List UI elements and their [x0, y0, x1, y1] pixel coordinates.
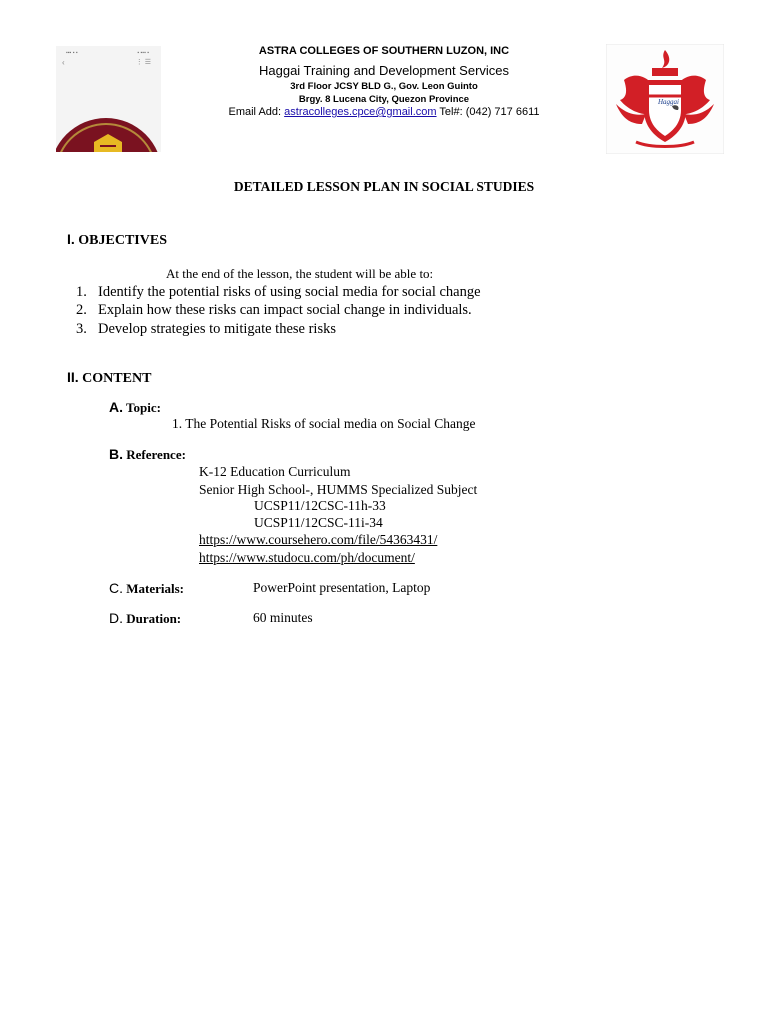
reference-link-coursehero[interactable]: https://www.coursehero.com/file/54363431/ — [199, 532, 438, 547]
menu-icon: ⋮ ☰ — [135, 59, 151, 66]
objective-text: Develop strategies to mitigate these risks — [98, 321, 336, 337]
materials-label — [109, 580, 184, 598]
crest-icon — [606, 44, 724, 154]
reference-label — [109, 446, 186, 464]
reference-letter: B. — [109, 446, 123, 462]
objective-number: 3. — [76, 321, 87, 337]
reference-link-studocu[interactable]: https://www.studocu.com/ph/document/ — [199, 550, 415, 565]
topic-letter: A. — [109, 399, 123, 415]
topic-label-text: Topic: — [123, 400, 161, 415]
right-logo — [606, 44, 724, 154]
duration-letter: D. — [109, 610, 123, 626]
objectives-intro: At the end of the lesson, the student will be able to: — [166, 266, 434, 281]
objective-number: 1. — [76, 284, 87, 300]
back-arrow-icon: ‹ — [62, 58, 65, 67]
materials-letter: C. — [109, 580, 123, 596]
email-link[interactable]: astracolleges.cpce@gmail.com — [284, 106, 437, 118]
duration-label — [109, 610, 181, 628]
status-bar-icons-right: ▪ ▪▪▪ ▪ — [137, 50, 149, 56]
objectives-heading — [67, 231, 167, 249]
telephone: Tel#: (042) 717 6611 — [436, 106, 540, 118]
objective-number: 2. — [76, 302, 87, 318]
objectives-heading-text: OBJECTIVES — [74, 233, 167, 248]
objective-item — [76, 302, 472, 319]
content-heading-text: CONTENT — [78, 371, 152, 386]
topic-item: 1. The Potential Risks of social media on Social Change — [172, 416, 476, 431]
materials-value: PowerPoint presentation, Laptop — [253, 580, 431, 595]
topic-label — [109, 399, 161, 417]
reference-line: K-12 Education Curriculum — [199, 464, 351, 479]
school-name: ASTRA COLLEGES OF SOUTHERN LUZON, INC — [258, 45, 510, 57]
reference-line: Senior High School-, HUMMS Specialized Subject — [199, 482, 478, 497]
duration-value: 60 minutes — [253, 610, 313, 625]
objectives-roman: I. — [67, 231, 75, 247]
status-bar-icons: ▪▪▪ ▪ ▪ — [66, 50, 78, 56]
content-roman: II. — [67, 369, 79, 385]
objective-text: Explain how these risks can impact social change in individuals. — [98, 302, 472, 318]
address-line-1: 3rd Floor JCSY BLD G., Gov. Leon Guinto — [290, 81, 478, 92]
page-title: DETAILED LESSON PLAN IN SOCIAL STUDIES — [233, 179, 535, 194]
objective-text: Identify the potential risks of using social media for social change — [98, 284, 481, 300]
reference-code: UCSP11/12CSC-11i-34 — [254, 515, 383, 530]
reference-code: UCSP11/12CSC-11h-33 — [254, 498, 386, 513]
duration-label-text: Duration: — [123, 611, 182, 626]
content-heading — [67, 369, 151, 387]
materials-label-text: Materials: — [123, 581, 185, 596]
objective-item — [76, 321, 336, 338]
org-name: Haggai Training and Development Services — [258, 63, 510, 78]
crest-lettering: Haggai — [658, 98, 679, 106]
address-line-2: Brgy. 8 Lucena City, Quezon Province — [298, 94, 470, 105]
email-label: Email Add: — [228, 106, 285, 118]
objective-item — [76, 284, 481, 301]
reference-label-text: Reference: — [123, 447, 186, 462]
